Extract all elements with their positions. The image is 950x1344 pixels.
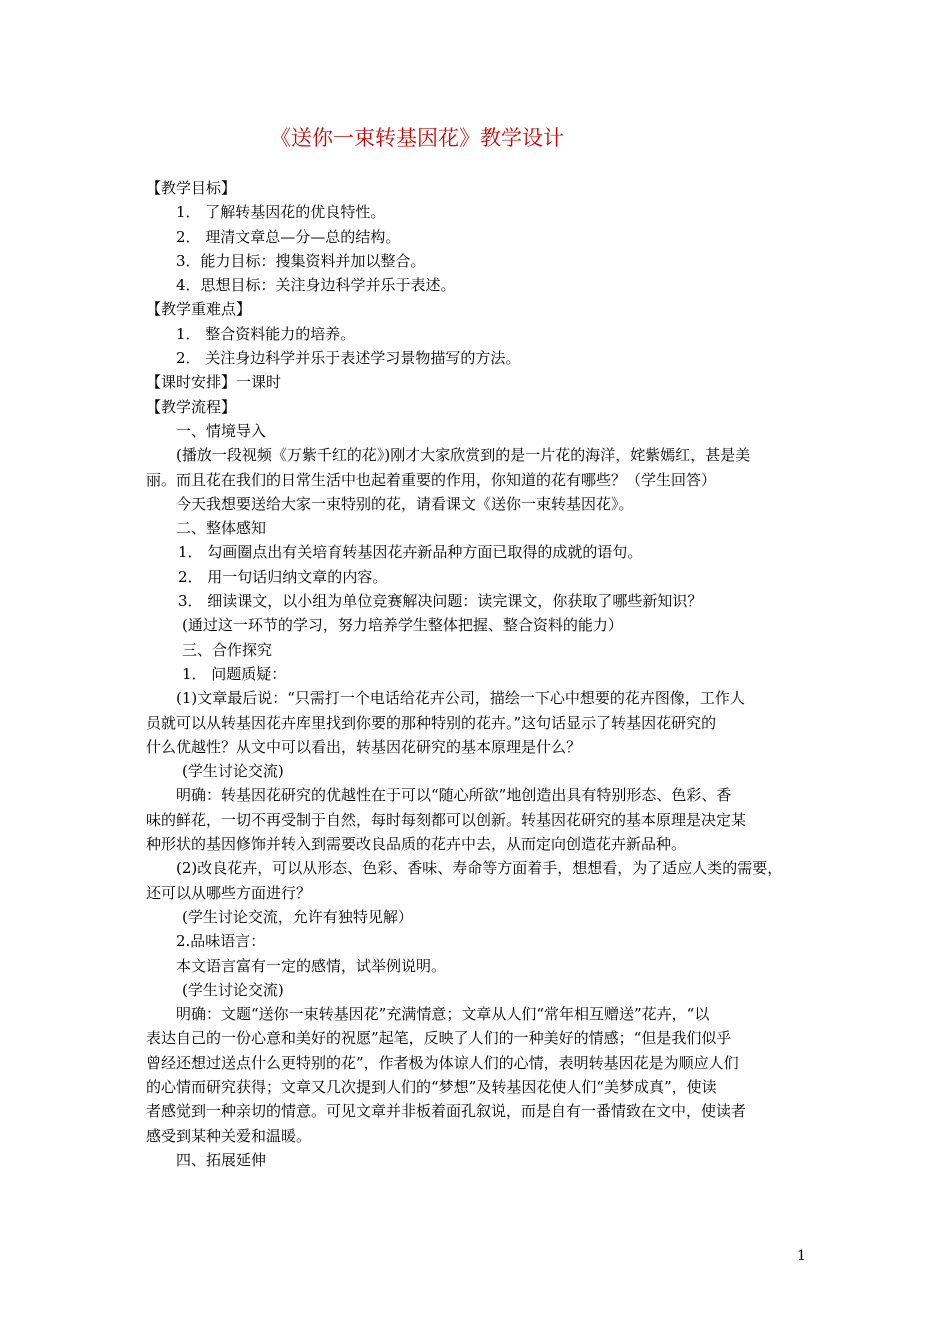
text-line: 丽。而且花在我们的日常生活中也起着重要的作用，你知道的花有哪些？（学生回答）	[146, 470, 717, 489]
text-line: 四、拓展延伸	[176, 1150, 267, 1169]
text-line: 【课时安排】一课时	[146, 373, 282, 392]
text-line: 【教学流程】	[146, 397, 237, 416]
text-line: 味的鲜花，一切不再受制于自然，每时每刻都可以创新。转基因花研究的基本原理是决定某	[146, 810, 747, 829]
page-number: 1	[797, 1248, 806, 1264]
text-line: 明确：文题“送你一束转基因花”充满情意；文章从人们“常年相互赠送”花卉，“以	[176, 1005, 710, 1024]
text-line: 4．思想目标：关注身边科学并乐于表述。	[176, 276, 456, 295]
text-line: (学生讨论交流，允许有独特见解）	[182, 907, 413, 926]
text-line: 2.品味语言：	[176, 932, 266, 951]
text-line: 本文语言富有一定的感情，试举例说明。	[176, 956, 447, 975]
text-line: 种形状的基因修饰并转入到需要改良品质的花卉中去，从而定向创造花卉新品种。	[146, 835, 687, 854]
text-line: 1． 勾画圈点出有关培育转基因花卉新品种方面已取得的成就的语句。	[178, 543, 643, 562]
document-title: 《送你一束转基因花》教学设计	[270, 126, 564, 150]
text-line: 1． 整合资料能力的培养。	[176, 324, 356, 343]
text-line: 2． 理清文章总—分—总的结构。	[176, 227, 401, 246]
text-line: (2)改良花卉，可以从形态、色彩、香味、寿命等方面着手，想想看，为了适应人类的需要，	[176, 859, 783, 878]
text-line: 3． 细读课文，以小组为单位竞赛解决问题：读完课文，你获取了哪些新知识？	[178, 592, 703, 611]
text-line: 感受到某种关爱和温暖。	[146, 1126, 312, 1145]
text-line: 1． 了解转基因花的优良特性。	[176, 203, 386, 222]
text-line: 今天我想要送给大家一束特别的花，请看课文《送你一束转基因花》。	[176, 494, 634, 513]
text-line: (通过这一环节的学习，努力培养学生整体把握、整合资料的能力）	[182, 616, 623, 635]
text-line: (学生讨论交流)	[182, 980, 284, 999]
text-line: 一、情境导入	[176, 421, 267, 440]
document-body	[146, 176, 814, 1172]
text-line: 还可以从哪些方面进行？	[146, 883, 312, 902]
text-line: 三、合作探究	[182, 640, 273, 659]
text-line: (播放一段视频《万紫千红的花》)刚才大家欣赏到的是一片花的海洋，姹紫嫣红，甚是美	[176, 446, 751, 465]
text-line: 【教学目标】	[146, 179, 237, 197]
text-line: 表达自己的一份心意和美好的祝愿”起笔，反映了人们的一种美好的情感；“但是我们似乎	[146, 1029, 732, 1048]
text-line: 员就可以从转基因花卉库里找到你要的那种特别的花卉。”这句话显示了转基因花研究的	[146, 713, 717, 732]
text-line: 曾经还想过送点什么更特别的花”，作者极为体谅人们的心情，表明转基因花是为顺应人们	[146, 1053, 739, 1072]
text-line: 2． 关注身边科学并乐于表述学习景物描写的方法。	[176, 349, 521, 368]
text-line: 【教学重难点】	[146, 300, 252, 319]
text-line: 的心情而研究获得；文章又几次提到人们的“梦想”及转基因花使人们“美梦成真”，使读	[146, 1077, 717, 1096]
text-line: 者感觉到一种亲切的情意。可见文章并非板着面孔叙说，而是自有一番情致在文中，使读者	[146, 1102, 747, 1121]
text-line: (1)文章最后说：“只需打一个电话给花卉公司，描绘一下心中想要的花卉图像，工作人	[176, 689, 745, 708]
text-line: 明确：转基因花研究的优越性在于可以“随心所欲”地创造出具有特别形态、色彩、香	[176, 786, 732, 805]
text-line: 1． 问题质疑：	[182, 664, 287, 683]
text-line: 什么优越性？从文中可以看出，转基因花研究的基本原理是什么？	[146, 737, 582, 756]
text-line: 二、整体感知	[176, 519, 267, 538]
text-line: 3．能力目标：搜集资料并加以整合。	[176, 251, 426, 270]
text-line: 2． 用一句话归纳文章的内容。	[178, 567, 388, 586]
text-line: (学生讨论交流)	[182, 762, 284, 781]
